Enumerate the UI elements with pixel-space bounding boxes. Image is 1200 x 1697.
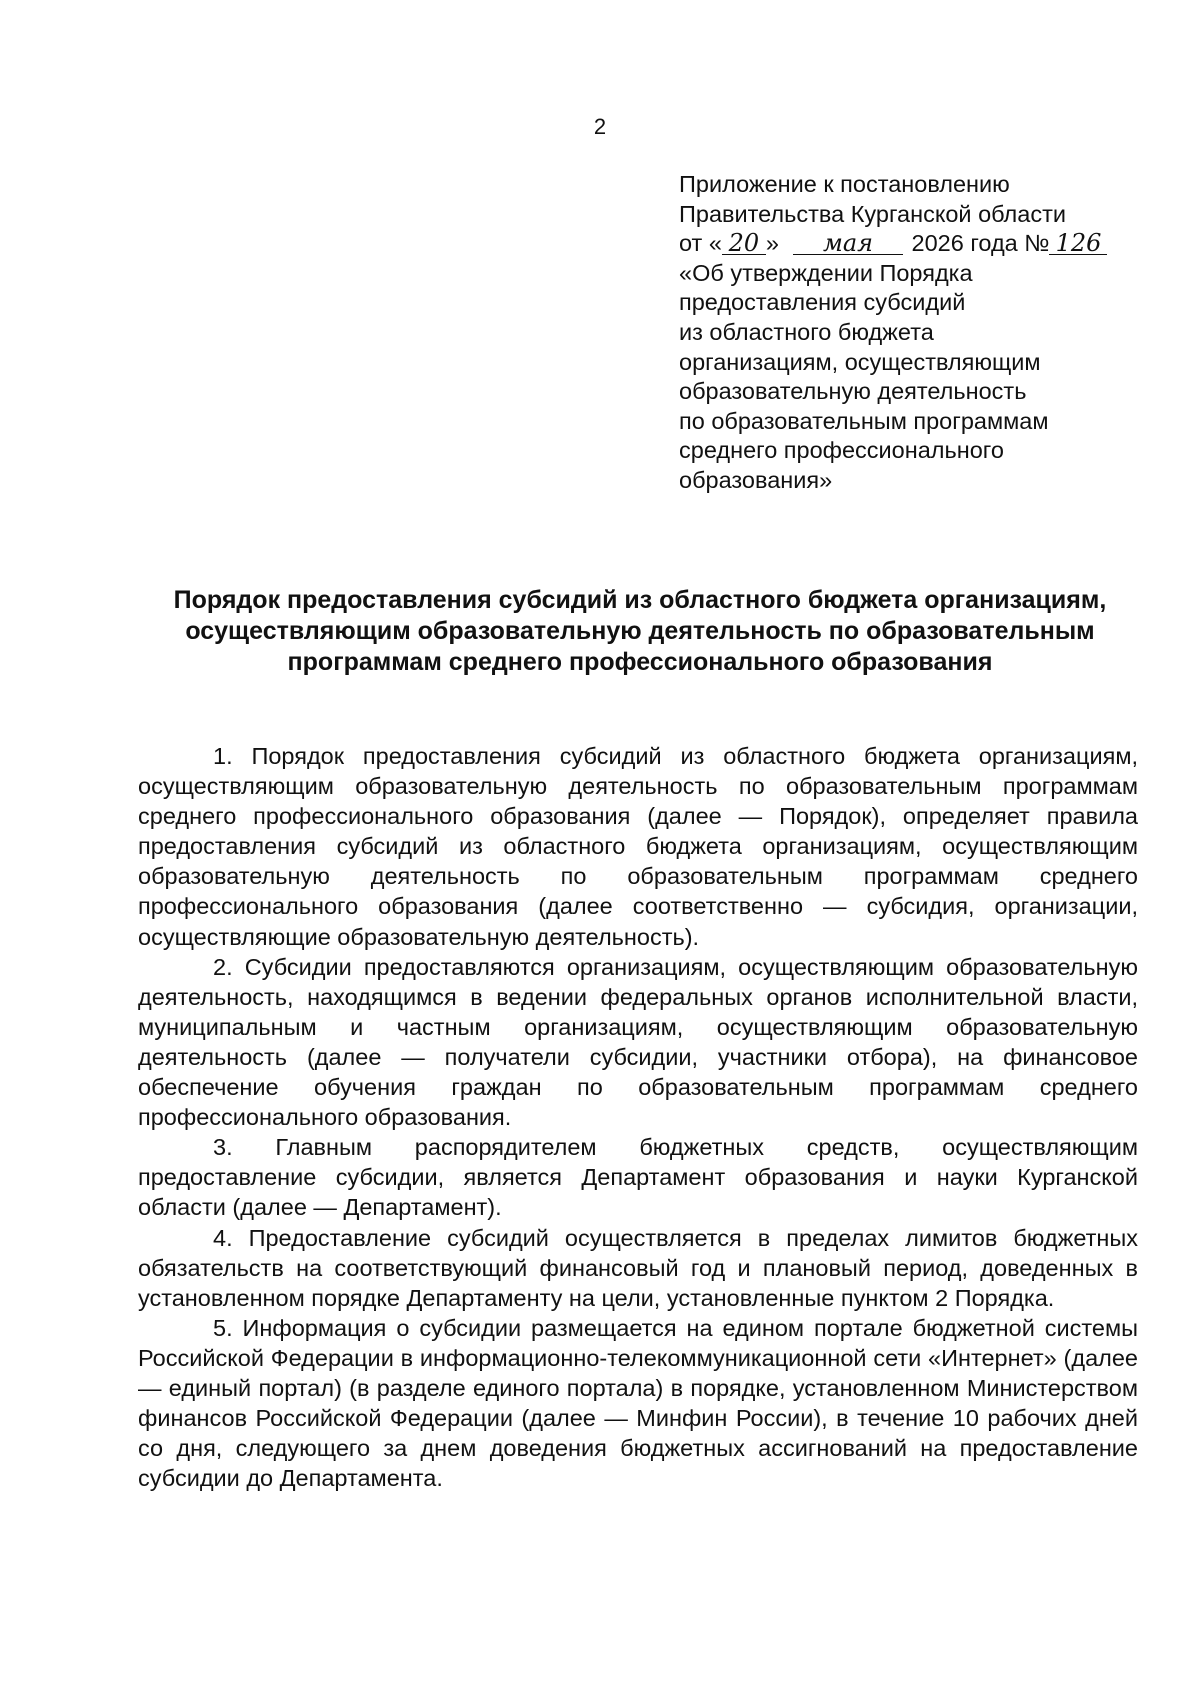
appendix-title-line: среднего профессионального — [679, 437, 1004, 464]
paragraph-5: 5. Информация о субсидии размещается на едином портале бюджетной системы Российской Федерации в информационно-телекоммуникационной сети «Интернет» (далее — единый портал) (в разделе единого портала) в порядке, установленном Министерством финансов Российской Федерации (далее — Минфин России), в течение 10 рабочих дней со дня, следующего за днем доведения бюджетных ассигнований на предоставление субсидии до Департамента. — [138, 1314, 1138, 1492]
date-prefix: от « — [679, 230, 722, 257]
appendix-date-line — [679, 229, 1149, 259]
document-title-line: осуществляющим образовательную деятельность по образовательным — [185, 617, 1095, 645]
document-title-line: программам среднего профессионального образования — [287, 648, 993, 676]
appendix-line-2: Правительства Курганской области — [679, 200, 1066, 227]
paragraph-1: 1. Порядок предоставления субсидий из областного бюджета организациям, осуществляющим образовательную деятельность по образовательным программам среднего профессионального образования (далее — Порядок), определяет правила предоставления субсидий из областного бюджета организациям, осуществляющим образовательную деятельность по образовательным программам среднего профессионального образования (далее соответственно — субсидия, организации, осуществляющие образовательную деятельность). — [138, 743, 1138, 950]
page-number: 2 — [593, 114, 607, 139]
appendix-title-line: образования» — [679, 466, 833, 493]
handwritten-day: 20 — [722, 232, 766, 255]
document-title — [120, 585, 1160, 678]
appendix-line-1: Приложение к постановлению — [679, 171, 1010, 197]
appendix-title-line: предоставления субсидий — [679, 289, 966, 316]
appendix-block — [679, 170, 1149, 496]
appendix-title-line: из областного бюджета — [679, 318, 934, 345]
appendix-title-line: «Об утверждении Порядка — [679, 259, 973, 286]
paragraph-3: 3. Главным распорядителем бюджетных средств, осуществляющим предоставление субсидии, является Департамент образования и науки Курганской области (далее — Департамент). — [138, 1134, 1138, 1221]
document-title-line: Порядок предоставления субсидий из областного бюджета организациям, — [173, 586, 1107, 614]
appendix-title-line: организациям, осуществляющим — [679, 348, 1041, 375]
paragraph-2: 2. Субсидии предоставляются организациям, осуществляющим образовательную деятельность, находящимся в ведении федеральных органов исполнительной власти, муниципальным и частным организациям, осуществляющим образовательную деятельность (далее — получатели субсидии, участники отбора), на финансовое обеспечение обучения граждан по образовательным программам среднего профессионального образования. — [138, 953, 1138, 1131]
date-day-close: » — [765, 230, 779, 257]
paragraph-4: 4. Предоставление субсидий осуществляется в пределах лимитов бюджетных обязательств на соответствующий финансовый год и плановый период, доведенных в установленном порядке Департаменту на цели, установленные пунктом 2 Порядка. — [138, 1224, 1138, 1311]
handwritten-number: 126 — [1049, 232, 1107, 255]
handwritten-month: мая — [793, 232, 903, 255]
document-body — [138, 741, 1138, 1493]
appendix-title-line: по образовательным программам — [679, 407, 1049, 434]
date-year-text: 2026 года № — [911, 230, 1050, 257]
appendix-title-line: образовательную деятельность — [679, 378, 1027, 405]
